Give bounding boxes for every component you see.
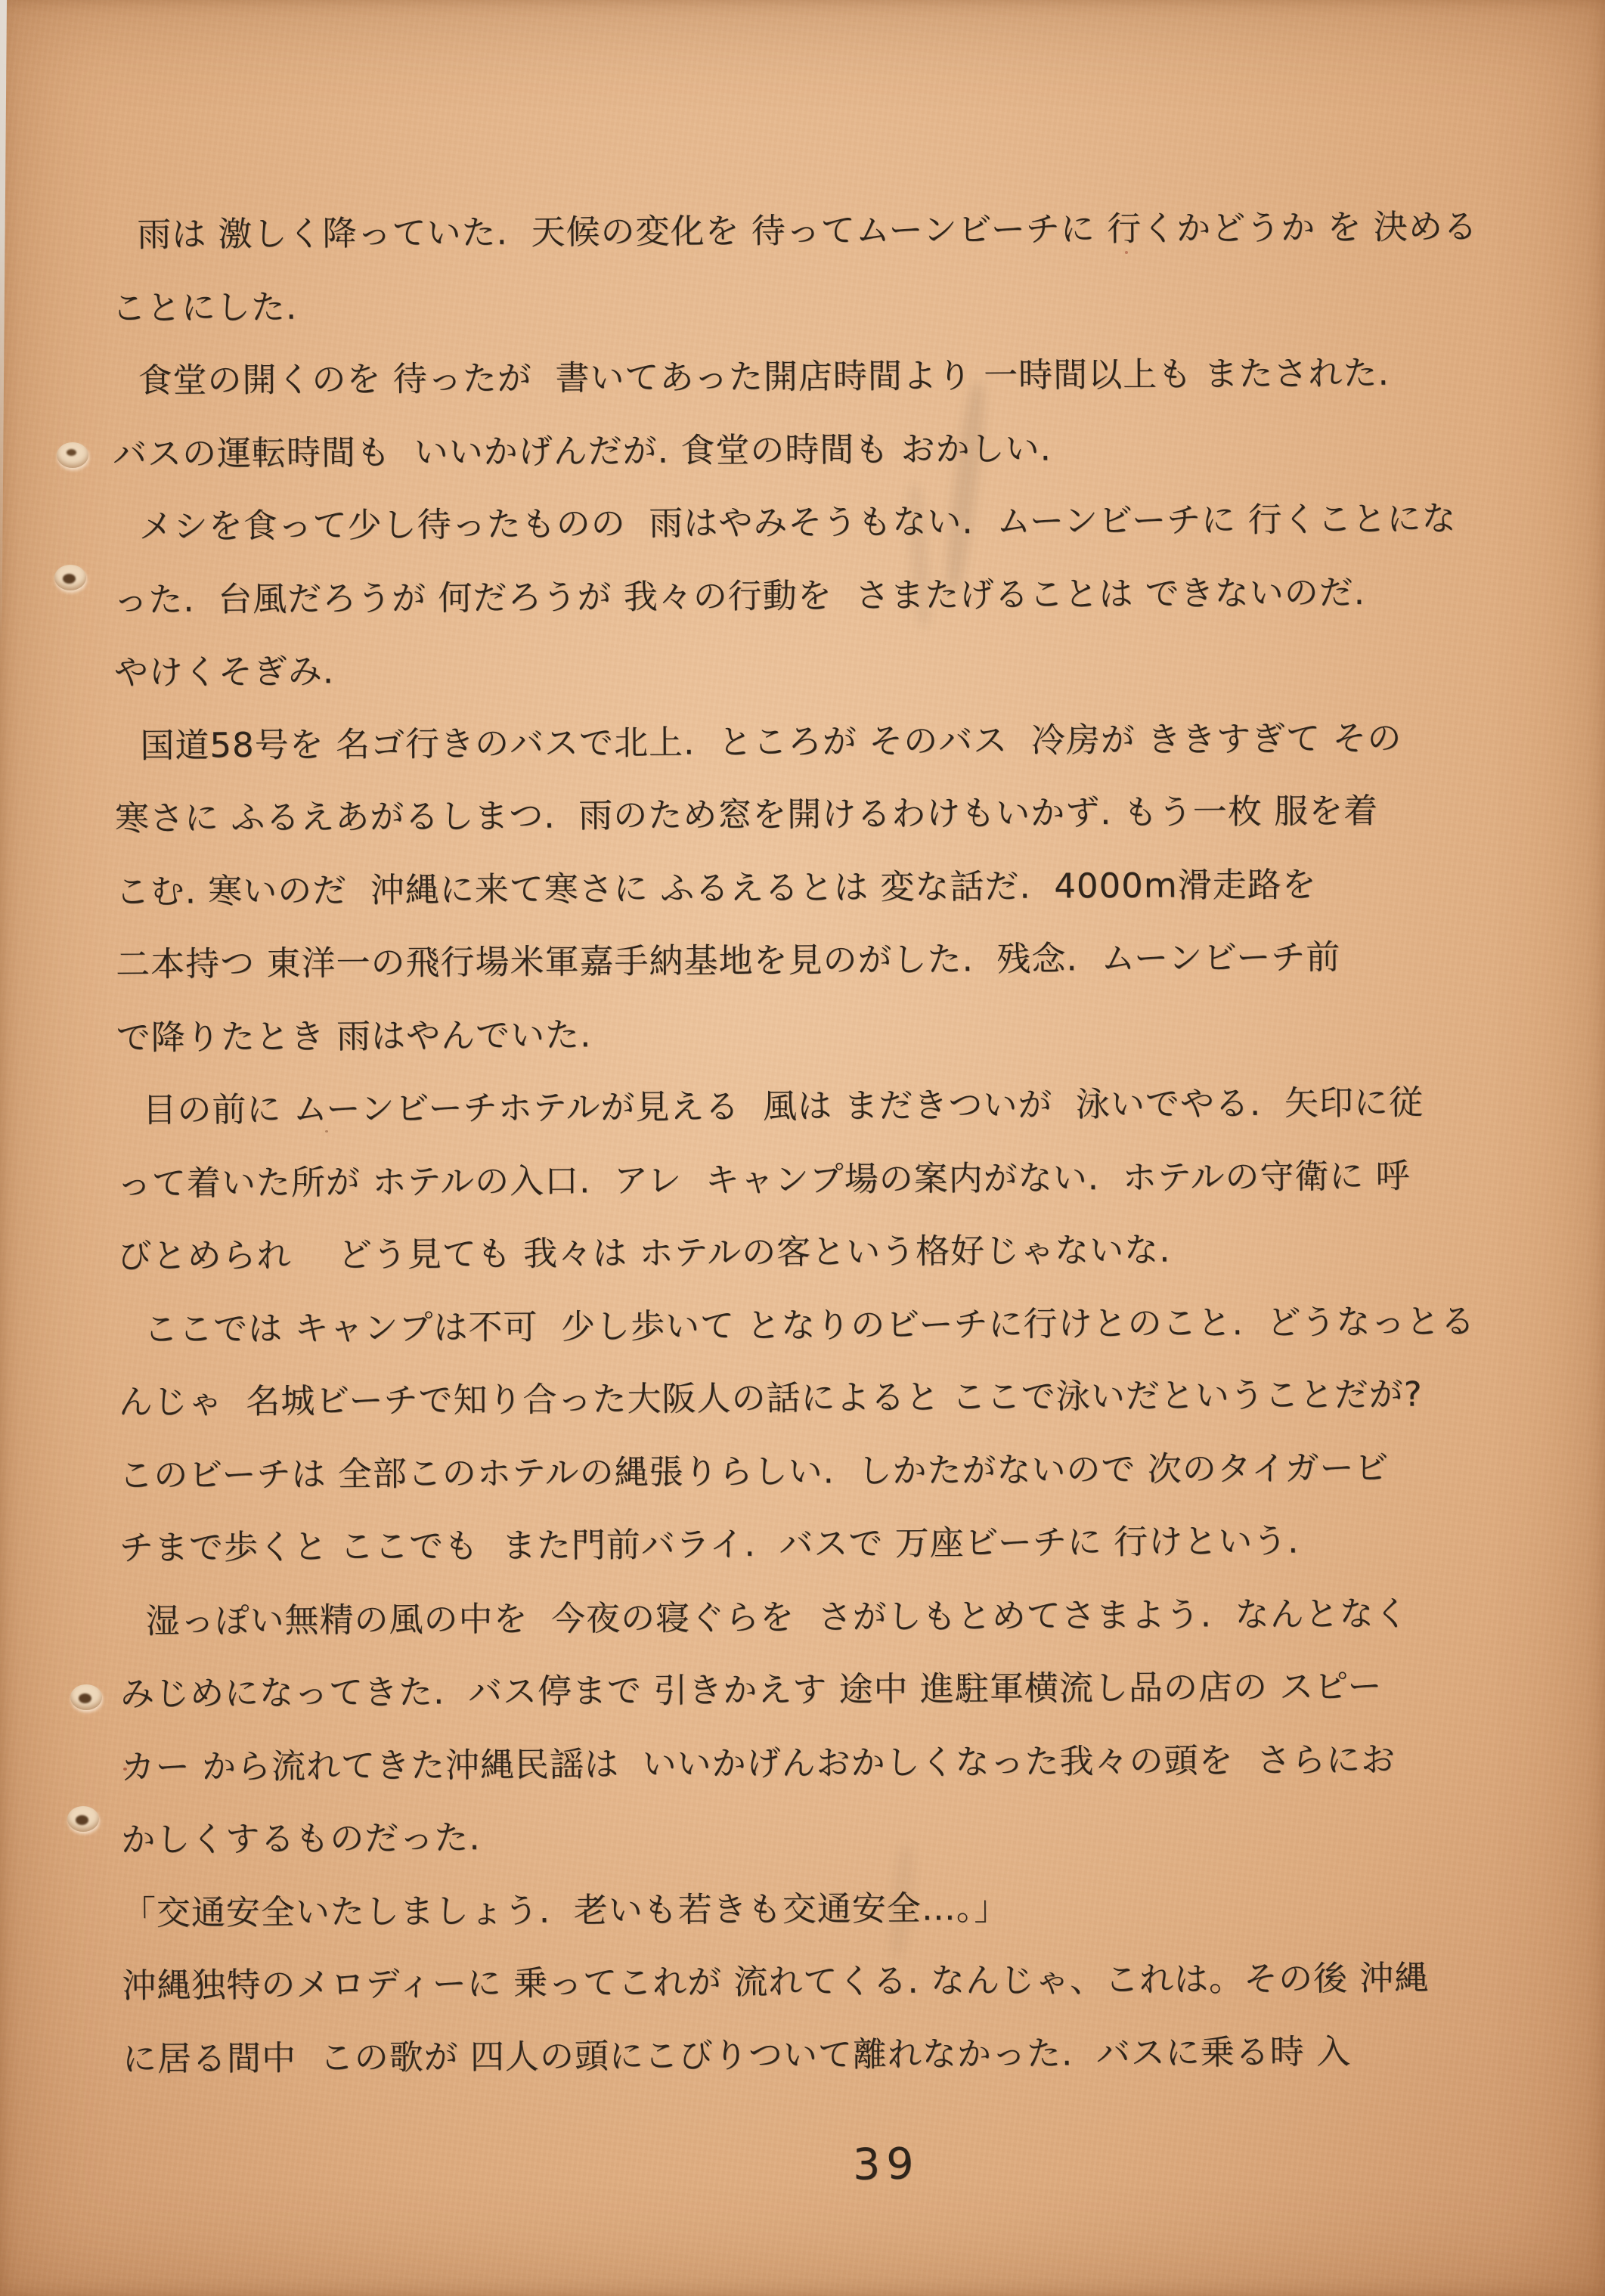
page-text	[111, 190, 1582, 2096]
scanner-edge	[0, 0, 7, 650]
handwritten-line: やけくそぎみ.	[113, 651, 335, 693]
binding-hole	[54, 565, 86, 590]
handwritten-line: ここでは キャンプは不可 少し歩いて となりのビーチに行けとのこと. どうなっとる	[143, 1300, 1476, 1349]
handwritten-line: こむ. 寒いのだ 沖縄に来て寒さに ふるえるとは 変な話だ. 4000m滑走路を	[115, 863, 1317, 912]
handwritten-line: った. 台風だろうが 何だろうが 我々の行動を さまたげることは できないのだ.	[113, 572, 1366, 620]
page-number: 39	[852, 2139, 921, 2190]
handwritten-line: 国道58号を 名ゴ行きのバスで北上. ところが そのバス 冷房が ききすぎて その	[140, 717, 1402, 766]
binding-hole	[70, 1684, 102, 1710]
handwritten-line: みじめになってきた. バス停まで 引きかえす 途中 進駐軍横流し品の店の スピー	[119, 1665, 1383, 1714]
handwritten-line: んじゃ 名城ビーチで知り合った大阪人の話によると ここで泳いだということだが?	[118, 1374, 1423, 1422]
handwritten-line: かしくするものだった.	[121, 1817, 481, 1860]
handwritten-line: に居る間中 この歌が 四人の頭にこびりついて離れなかった. バスに乗る時 入	[122, 2031, 1352, 2079]
handwritten-line: 寒さに ふるえあがるしまつ. 雨のため窓を開けるわけもいかず. もう一枚 服を着	[114, 790, 1379, 838]
handwritten-line: メシを食って少し待ったものの 雨はやみそうもない. ムーンビーチに 行くことにな	[138, 498, 1457, 547]
handwritten-line: 目の前に ムーンビーチホテルが見える 風は まだきついが 泳いでやる. 矢印に従	[142, 1082, 1424, 1130]
handwritten-line: 沖縄独特のメロディーに 乗ってこれが 流れてくる. なんじゃ、これは。その後 沖縄	[122, 1957, 1430, 2006]
handwritten-line: 「交通安全いたしましょう. 老いも若きも交通安全…。」	[121, 1887, 1009, 1933]
binding-hole	[67, 1806, 99, 1832]
handwritten-line: 二本持つ 東洋一の飛行場米軍嘉手納基地を見のがした. 残念. ムーンビーチ前	[116, 937, 1341, 984]
handwritten-line: このビーチは 全部このホテルの縄張りらしい. しかたがないので 次のタイガービ	[119, 1447, 1390, 1495]
handwritten-line: って着いた所が ホテルの入口. アレ キャンプ場の案内がない. ホテルの守衛に 呼	[116, 1155, 1411, 1204]
handwritten-line: チまで歩くと ここでも また門前バライ. バスで 万座ビーチに 行けという.	[119, 1520, 1300, 1568]
handwritten-line: バスの運転時間も いいかげんだが. 食堂の時間も おかしい.	[112, 427, 1052, 474]
handwritten-line: 湿っぽい無精の風の中を 今夜の寝ぐらを さがしもとめてさまよう. なんとなく	[145, 1593, 1409, 1641]
handwritten-line: ことにした.	[111, 286, 298, 328]
binding-hole	[57, 442, 88, 468]
handwritten-line: で降りたとき 雨はやんでいた.	[116, 1014, 592, 1058]
handwritten-line: カー から流れてきた沖縄民謡は いいかげんおかしくなった我々の頭を さらにお	[120, 1739, 1396, 1787]
handwritten-line: 雨は 激しく降っていた. 天候の変化を 待ってムーンビーチに 行くかどうか を 決める	[137, 206, 1478, 255]
handwritten-line: びとめられ どう見ても 我々は ホテルの客という格好じゃないな.	[117, 1229, 1171, 1276]
handwritten-line: 食堂の開くのを 待ったが 書いてあった開店時間より 一時間以上も またされた.	[138, 352, 1390, 401]
